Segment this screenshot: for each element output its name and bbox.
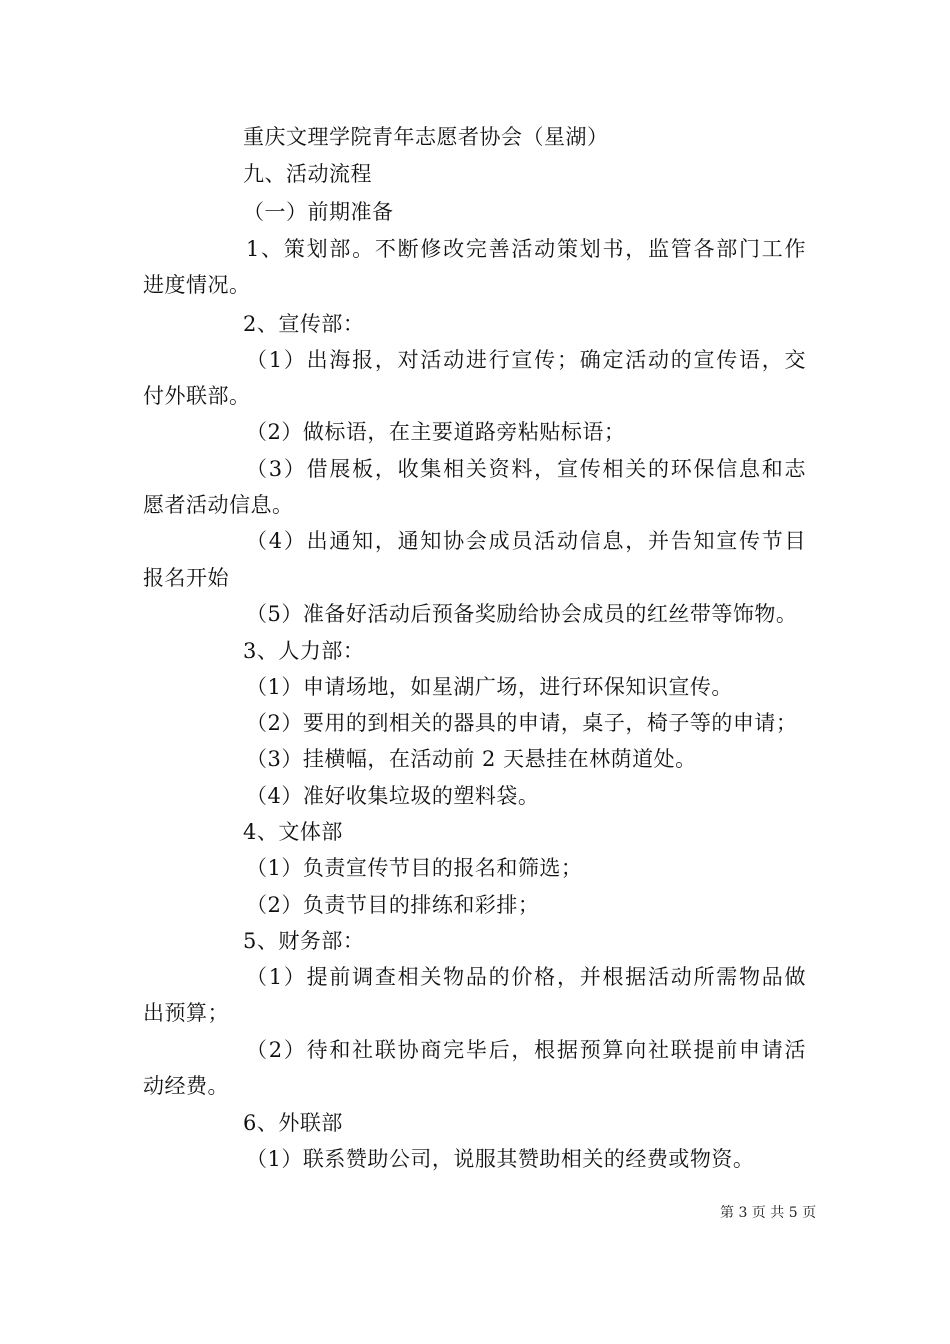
finance-item-2: （2）待和社联协商完毕后，根据预算向社联提前申请活 <box>246 1038 806 1062</box>
finance-item-1: （1）提前调查相关物品的价格，并根据活动所需物品做 <box>246 965 806 989</box>
paragraph-planning: 1、策划部。不断修改完善活动策划书，监管各部门工作 <box>246 237 806 261</box>
hr-item-2: （2）要用的到相关的器具的申请，桌子，椅子等的申请； <box>246 711 798 735</box>
heading-external: 6、外联部 <box>243 1111 343 1135</box>
publicity-item-4: （4）出通知，通知协会成员活动信息，并告知宣传节目 <box>246 529 806 553</box>
hr-item-3: （3）挂横幅，在活动前 2 天悬挂在林荫道处。 <box>246 747 697 771</box>
finance-item-2-cont: 动经费。 <box>143 1074 229 1098</box>
page-number-footer: 第 3 页 共 5 页 <box>720 1205 817 1221</box>
arts-item-2: （2）负责节目的排练和彩排； <box>246 893 540 917</box>
hr-item-4: （4）准好收集垃圾的塑料袋。 <box>246 784 540 808</box>
hr-item-1: （1）申请场地，如星湖广场，进行环保知识宣传。 <box>246 675 733 699</box>
paragraph-planning-cont: 进度情况。 <box>143 273 251 297</box>
publicity-item-4-cont: 报名开始 <box>143 566 229 590</box>
publicity-item-1-cont: 付外联部。 <box>143 384 251 408</box>
heading-arts: 4、文体部 <box>243 820 343 844</box>
org-name: 重庆文理学院青年志愿者协会（星湖） <box>243 125 609 149</box>
arts-item-1: （1）负责宣传节目的报名和筛选； <box>246 856 583 880</box>
heading-finance: 5、财务部： <box>243 929 365 953</box>
external-item-1: （1）联系赞助公司，说服其赞助相关的经费或物资。 <box>246 1147 755 1171</box>
publicity-item-2: （2）做标语，在主要道路旁粘贴标语； <box>246 420 626 444</box>
publicity-item-1: （1）出海报，对活动进行宣传；确定活动的宣传语，交 <box>246 348 806 372</box>
section-heading: 九、活动流程 <box>243 162 372 186</box>
heading-hr: 3、人力部： <box>243 639 365 663</box>
publicity-item-3: （3）借展板，收集相关资料，宣传相关的环保信息和志 <box>246 457 806 481</box>
finance-item-1-cont: 出预算； <box>143 1001 229 1025</box>
publicity-item-5: （5）准备好活动后预备奖励给协会成员的红丝带等饰物。 <box>246 602 798 626</box>
subsection-heading: （一）前期准备 <box>243 200 394 224</box>
heading-publicity: 2、宣传部： <box>243 312 365 336</box>
publicity-item-3-cont: 愿者活动信息。 <box>143 493 294 517</box>
